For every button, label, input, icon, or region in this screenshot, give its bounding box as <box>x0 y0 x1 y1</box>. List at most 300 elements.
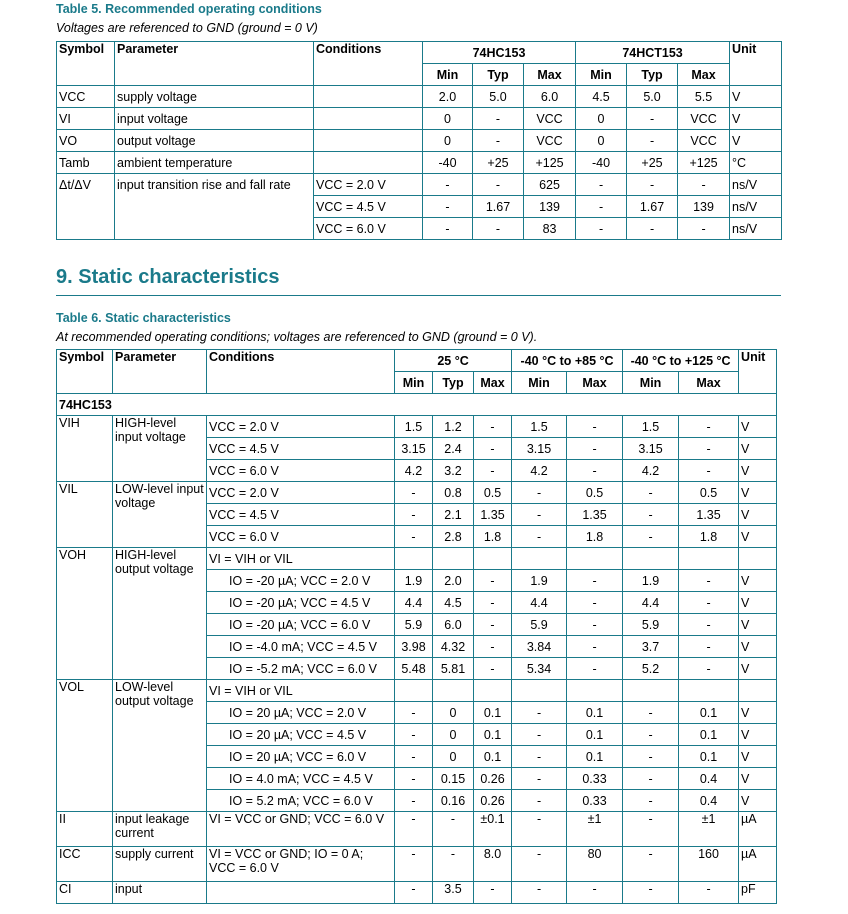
value-cell: 8.0 <box>474 847 512 882</box>
value-cell: 1.9 <box>395 570 433 592</box>
value-cell: - <box>623 702 679 724</box>
value-cell: - <box>395 482 433 504</box>
table-row <box>57 218 782 240</box>
value-cell: 2.4 <box>433 438 474 460</box>
table-row <box>57 86 782 108</box>
value-cell: 0.33 <box>567 790 623 812</box>
value-cell: 1.35 <box>474 504 512 526</box>
value-cell: - <box>395 504 433 526</box>
value-cell: - <box>474 570 512 592</box>
value-cell: - <box>567 636 623 658</box>
value-cell: 0.4 <box>679 768 739 790</box>
table-row <box>57 416 777 438</box>
unit-cell: V <box>739 746 777 768</box>
table-row <box>57 152 782 174</box>
value-cell <box>623 680 679 702</box>
value-cell: - <box>473 174 524 196</box>
value-cell: - <box>627 108 678 130</box>
unit-cell: V <box>739 526 777 548</box>
table5-caption: Table 5. Recommended operating conditions <box>56 2 322 16</box>
value-cell: - <box>423 218 473 240</box>
col-max: Max <box>524 64 576 86</box>
conditions-cell: VCC = 4.5 V <box>207 438 395 460</box>
symbol-cell <box>57 196 115 218</box>
parameter-cell <box>115 218 314 240</box>
table-row <box>57 130 782 152</box>
table-row <box>57 196 782 218</box>
conditions-cell <box>314 130 423 152</box>
value-cell: - <box>679 592 739 614</box>
value-cell: - <box>623 526 679 548</box>
symbol-cell: VIL <box>57 482 113 548</box>
value-cell: 1.9 <box>623 570 679 592</box>
unit-cell: V <box>739 702 777 724</box>
value-cell <box>512 680 567 702</box>
col-unit: Unit <box>730 42 782 86</box>
value-cell: 0.16 <box>433 790 474 812</box>
parameter-cell: supply current <box>113 847 207 882</box>
value-cell <box>512 548 567 570</box>
value-cell: +25 <box>473 152 524 174</box>
symbol-cell: VO <box>57 130 115 152</box>
value-cell: - <box>679 438 739 460</box>
conditions-cell: IO = -4.0 mA; VCC = 4.5 V <box>207 636 395 658</box>
parameter-cell: input transition rise and fall rate <box>115 174 314 196</box>
value-cell: 0.1 <box>474 724 512 746</box>
value-cell: 1.35 <box>567 504 623 526</box>
conditions-cell: VCC = 2.0 V <box>207 482 395 504</box>
conditions-cell: IO = -20 µA; VCC = 4.5 V <box>207 592 395 614</box>
symbol-cell: Tamb <box>57 152 115 174</box>
value-cell: 0.26 <box>474 768 512 790</box>
value-cell: - <box>395 790 433 812</box>
col-max: Max <box>679 372 739 394</box>
col-min: Min <box>576 64 627 86</box>
value-cell: 6.0 <box>524 86 576 108</box>
parameter-cell: input <box>113 882 207 904</box>
value-cell: 2.0 <box>423 86 473 108</box>
value-cell: - <box>679 416 739 438</box>
col-unit: Unit <box>739 350 777 394</box>
value-cell: 4.4 <box>512 592 567 614</box>
col-max: Max <box>567 372 623 394</box>
value-cell: - <box>567 570 623 592</box>
value-cell: 0.5 <box>567 482 623 504</box>
value-cell <box>623 548 679 570</box>
value-cell <box>474 680 512 702</box>
value-cell: - <box>623 482 679 504</box>
value-cell <box>395 548 433 570</box>
value-cell: 0.5 <box>474 482 512 504</box>
value-cell: 3.5 <box>433 882 474 904</box>
value-cell <box>567 680 623 702</box>
value-cell: - <box>567 460 623 482</box>
conditions-cell: VCC = 6.0 V <box>207 460 395 482</box>
table-row <box>57 482 777 504</box>
conditions-cell: VCC = 4.5 V <box>314 196 423 218</box>
value-cell: 4.2 <box>395 460 433 482</box>
col-min: Min <box>423 64 473 86</box>
value-cell: 1.8 <box>474 526 512 548</box>
value-cell: - <box>679 460 739 482</box>
value-cell: 160 <box>679 847 739 882</box>
section-rule <box>56 295 781 296</box>
unit-cell: V <box>739 636 777 658</box>
value-cell: 0.4 <box>679 790 739 812</box>
value-cell: 0.5 <box>679 482 739 504</box>
value-cell: 4.4 <box>395 592 433 614</box>
col-group-25c: 25 °C <box>395 350 512 372</box>
value-cell: 0.1 <box>567 746 623 768</box>
value-cell: VCC <box>524 108 576 130</box>
value-cell: 4.5 <box>433 592 474 614</box>
conditions-cell <box>314 108 423 130</box>
value-cell: 1.5 <box>623 416 679 438</box>
value-cell: - <box>473 130 524 152</box>
value-cell: 0.1 <box>567 724 623 746</box>
col-typ: Typ <box>473 64 524 86</box>
value-cell: - <box>623 847 679 882</box>
parameter-cell: LOW-level output voltage <box>113 680 207 812</box>
unit-cell: V <box>730 130 782 152</box>
table-row <box>57 882 777 904</box>
col-symbol: Symbol <box>57 42 115 86</box>
col-parameter: Parameter <box>115 42 314 86</box>
symbol-cell: VCC <box>57 86 115 108</box>
value-cell: - <box>679 570 739 592</box>
value-cell: 2.1 <box>433 504 474 526</box>
conditions-cell: VCC = 2.0 V <box>207 416 395 438</box>
value-cell: - <box>567 614 623 636</box>
conditions-head-cell: VI = VIH or VIL <box>207 548 395 570</box>
table-row <box>57 680 777 702</box>
value-cell: - <box>623 504 679 526</box>
value-cell: - <box>623 790 679 812</box>
conditions-cell: VCC = 6.0 V <box>314 218 423 240</box>
value-cell: 0.33 <box>567 768 623 790</box>
value-cell: 1.8 <box>567 526 623 548</box>
value-cell: - <box>627 218 678 240</box>
parameter-cell <box>115 196 314 218</box>
value-cell: 4.32 <box>433 636 474 658</box>
col-max: Max <box>678 64 730 86</box>
value-cell: 5.9 <box>512 614 567 636</box>
value-cell: 3.7 <box>623 636 679 658</box>
value-cell: - <box>512 702 567 724</box>
value-cell: - <box>395 724 433 746</box>
value-cell: ±0.1 <box>474 812 512 847</box>
value-cell: - <box>623 882 679 904</box>
parameter-cell: HIGH-level output voltage <box>113 548 207 680</box>
value-cell: - <box>433 812 474 847</box>
value-cell: - <box>679 614 739 636</box>
unit-cell: V <box>739 570 777 592</box>
unit-cell: V <box>739 614 777 636</box>
value-cell: 1.8 <box>679 526 739 548</box>
value-cell: 1.2 <box>433 416 474 438</box>
parameter-cell: HIGH-level input voltage <box>113 416 207 482</box>
value-cell <box>433 548 474 570</box>
value-cell: 3.2 <box>433 460 474 482</box>
value-cell <box>567 548 623 570</box>
value-cell: 3.98 <box>395 636 433 658</box>
value-cell: 3.84 <box>512 636 567 658</box>
unit-cell: V <box>730 108 782 130</box>
recommended-operating-conditions-table <box>56 41 782 240</box>
value-cell <box>395 680 433 702</box>
conditions-cell: IO = -20 µA; VCC = 2.0 V <box>207 570 395 592</box>
conditions-cell: IO = 20 µA; VCC = 6.0 V <box>207 746 395 768</box>
value-cell: - <box>433 847 474 882</box>
value-cell: 5.34 <box>512 658 567 680</box>
value-cell: - <box>395 812 433 847</box>
value-cell: 4.5 <box>576 86 627 108</box>
conditions-cell: VCC = 4.5 V <box>207 504 395 526</box>
value-cell: - <box>512 746 567 768</box>
value-cell: - <box>623 812 679 847</box>
value-cell: 2.8 <box>433 526 474 548</box>
value-cell: - <box>423 174 473 196</box>
unit-cell: µA <box>739 812 777 847</box>
parameter-cell: LOW-level input voltage <box>113 482 207 548</box>
value-cell: VCC <box>678 108 730 130</box>
col-conditions: Conditions <box>207 350 395 394</box>
value-cell: - <box>395 768 433 790</box>
value-cell: 0 <box>433 702 474 724</box>
col-min: Min <box>623 372 679 394</box>
table-row <box>57 548 777 570</box>
value-cell: - <box>623 746 679 768</box>
value-cell: 1.35 <box>679 504 739 526</box>
value-cell: - <box>474 614 512 636</box>
value-cell: 0.1 <box>679 746 739 768</box>
conditions-cell <box>207 882 395 904</box>
value-cell: - <box>679 636 739 658</box>
unit-cell: ns/V <box>730 218 782 240</box>
unit-cell: °C <box>730 152 782 174</box>
value-cell: 1.5 <box>395 416 433 438</box>
conditions-cell: IO = 20 µA; VCC = 2.0 V <box>207 702 395 724</box>
unit-cell: pF <box>739 882 777 904</box>
conditions-cell: IO = -5.2 mA; VCC = 6.0 V <box>207 658 395 680</box>
parameter-cell: ambient temperature <box>115 152 314 174</box>
value-cell: - <box>473 108 524 130</box>
table-row <box>57 174 782 196</box>
symbol-cell: ICC <box>57 847 113 882</box>
value-cell: 4.2 <box>512 460 567 482</box>
value-cell: - <box>567 592 623 614</box>
value-cell: 0.1 <box>679 724 739 746</box>
value-cell: VCC <box>524 130 576 152</box>
value-cell: 0.1 <box>679 702 739 724</box>
symbol-cell: VI <box>57 108 115 130</box>
value-cell: 0.26 <box>474 790 512 812</box>
value-cell: - <box>512 847 567 882</box>
conditions-cell: IO = 4.0 mA; VCC = 4.5 V <box>207 768 395 790</box>
value-cell: 5.2 <box>623 658 679 680</box>
col-typ: Typ <box>627 64 678 86</box>
conditions-cell: IO = 20 µA; VCC = 4.5 V <box>207 724 395 746</box>
device-row: 74HC153 <box>57 394 777 416</box>
value-cell: - <box>395 847 433 882</box>
value-cell: +125 <box>678 152 730 174</box>
value-cell <box>474 548 512 570</box>
value-cell: 0.8 <box>433 482 474 504</box>
value-cell: 5.0 <box>627 86 678 108</box>
value-cell: 4.4 <box>623 592 679 614</box>
col-conditions: Conditions <box>314 42 423 86</box>
col-parameter: Parameter <box>113 350 207 394</box>
table-row <box>57 108 782 130</box>
value-cell: - <box>512 482 567 504</box>
unit-cell: V <box>739 438 777 460</box>
symbol-cell: CI <box>57 882 113 904</box>
value-cell: - <box>423 196 473 218</box>
value-cell: 5.9 <box>395 614 433 636</box>
value-cell: - <box>395 526 433 548</box>
static-characteristics-table <box>56 349 777 904</box>
col-max: Max <box>474 372 512 394</box>
value-cell: - <box>474 882 512 904</box>
value-cell: - <box>474 438 512 460</box>
col-group-74hct153: 74HCT153 <box>576 42 730 64</box>
value-cell: - <box>567 882 623 904</box>
value-cell: 139 <box>524 196 576 218</box>
col-group-74hc153: 74HC153 <box>423 42 576 64</box>
value-cell: - <box>576 174 627 196</box>
unit-cell: V <box>739 768 777 790</box>
value-cell: 3.15 <box>512 438 567 460</box>
value-cell: - <box>567 416 623 438</box>
parameter-cell: supply voltage <box>115 86 314 108</box>
unit-cell <box>739 548 777 570</box>
value-cell <box>679 548 739 570</box>
value-cell: - <box>567 658 623 680</box>
unit-cell: V <box>739 504 777 526</box>
unit-cell: ns/V <box>730 174 782 196</box>
value-cell: 1.5 <box>512 416 567 438</box>
value-cell <box>433 680 474 702</box>
value-cell: - <box>474 460 512 482</box>
table5-subtitle: Voltages are referenced to GND (ground = 0 V) <box>56 21 318 35</box>
value-cell: - <box>512 812 567 847</box>
symbol-cell: Δt/ΔV <box>57 174 115 196</box>
value-cell: 5.81 <box>433 658 474 680</box>
value-cell: - <box>474 592 512 614</box>
value-cell: 3.15 <box>623 438 679 460</box>
value-cell: - <box>474 416 512 438</box>
value-cell: - <box>576 196 627 218</box>
col-typ: Typ <box>433 372 474 394</box>
conditions-cell: VI = VCC or GND; IO = 0 A; VCC = 6.0 V <box>207 847 395 882</box>
value-cell: - <box>576 218 627 240</box>
table6-caption: Table 6. Static characteristics <box>56 311 231 325</box>
unit-cell <box>739 680 777 702</box>
value-cell: 3.15 <box>395 438 433 460</box>
value-cell <box>679 680 739 702</box>
parameter-cell: output voltage <box>115 130 314 152</box>
unit-cell: V <box>739 482 777 504</box>
conditions-cell: IO = -20 µA; VCC = 6.0 V <box>207 614 395 636</box>
value-cell: 83 <box>524 218 576 240</box>
table-row <box>57 812 777 847</box>
value-cell: -40 <box>576 152 627 174</box>
value-cell: ±1 <box>567 812 623 847</box>
value-cell: - <box>679 882 739 904</box>
value-cell: 0 <box>576 130 627 152</box>
value-cell: - <box>395 702 433 724</box>
value-cell: 0.15 <box>433 768 474 790</box>
value-cell: 625 <box>524 174 576 196</box>
symbol-cell: VOH <box>57 548 113 680</box>
unit-cell: V <box>739 658 777 680</box>
value-cell: 0 <box>433 724 474 746</box>
value-cell: +25 <box>627 152 678 174</box>
value-cell: - <box>627 130 678 152</box>
value-cell: - <box>567 438 623 460</box>
value-cell: 5.48 <box>395 658 433 680</box>
value-cell: 0.1 <box>474 702 512 724</box>
value-cell: 0 <box>433 746 474 768</box>
unit-cell: V <box>739 592 777 614</box>
value-cell: - <box>623 724 679 746</box>
value-cell: 5.5 <box>678 86 730 108</box>
value-cell: 0 <box>423 108 473 130</box>
value-cell: - <box>679 658 739 680</box>
value-cell: - <box>512 768 567 790</box>
conditions-head-cell: VI = VIH or VIL <box>207 680 395 702</box>
conditions-cell <box>314 152 423 174</box>
value-cell: 6.0 <box>433 614 474 636</box>
value-cell: 139 <box>678 196 730 218</box>
unit-cell: V <box>739 416 777 438</box>
unit-cell: V <box>739 724 777 746</box>
value-cell: - <box>512 790 567 812</box>
conditions-cell <box>314 86 423 108</box>
value-cell: 5.0 <box>473 86 524 108</box>
value-cell: 1.67 <box>473 196 524 218</box>
value-cell: 80 <box>567 847 623 882</box>
col-group-85c: -40 °C to +85 °C <box>512 350 623 372</box>
conditions-cell: VCC = 2.0 V <box>314 174 423 196</box>
value-cell: -40 <box>423 152 473 174</box>
unit-cell: V <box>730 86 782 108</box>
col-group-125c: -40 °C to +125 °C <box>623 350 739 372</box>
value-cell: - <box>473 218 524 240</box>
value-cell: - <box>512 504 567 526</box>
table-row <box>57 847 777 882</box>
value-cell: - <box>512 882 567 904</box>
col-min: Min <box>395 372 433 394</box>
unit-cell: V <box>739 790 777 812</box>
symbol-cell: II <box>57 812 113 847</box>
conditions-cell: IO = 5.2 mA; VCC = 6.0 V <box>207 790 395 812</box>
symbol-cell: VIH <box>57 416 113 482</box>
value-cell: 5.9 <box>623 614 679 636</box>
unit-cell: ns/V <box>730 196 782 218</box>
value-cell: 0 <box>423 130 473 152</box>
value-cell: +125 <box>524 152 576 174</box>
symbol-cell: VOL <box>57 680 113 812</box>
value-cell: VCC <box>678 130 730 152</box>
value-cell: 1.67 <box>627 196 678 218</box>
unit-cell: µA <box>739 847 777 882</box>
value-cell: - <box>395 882 433 904</box>
conditions-cell: VCC = 6.0 V <box>207 526 395 548</box>
conditions-cell: VI = VCC or GND; VCC = 6.0 V <box>207 812 395 847</box>
value-cell: - <box>627 174 678 196</box>
value-cell: - <box>678 218 730 240</box>
